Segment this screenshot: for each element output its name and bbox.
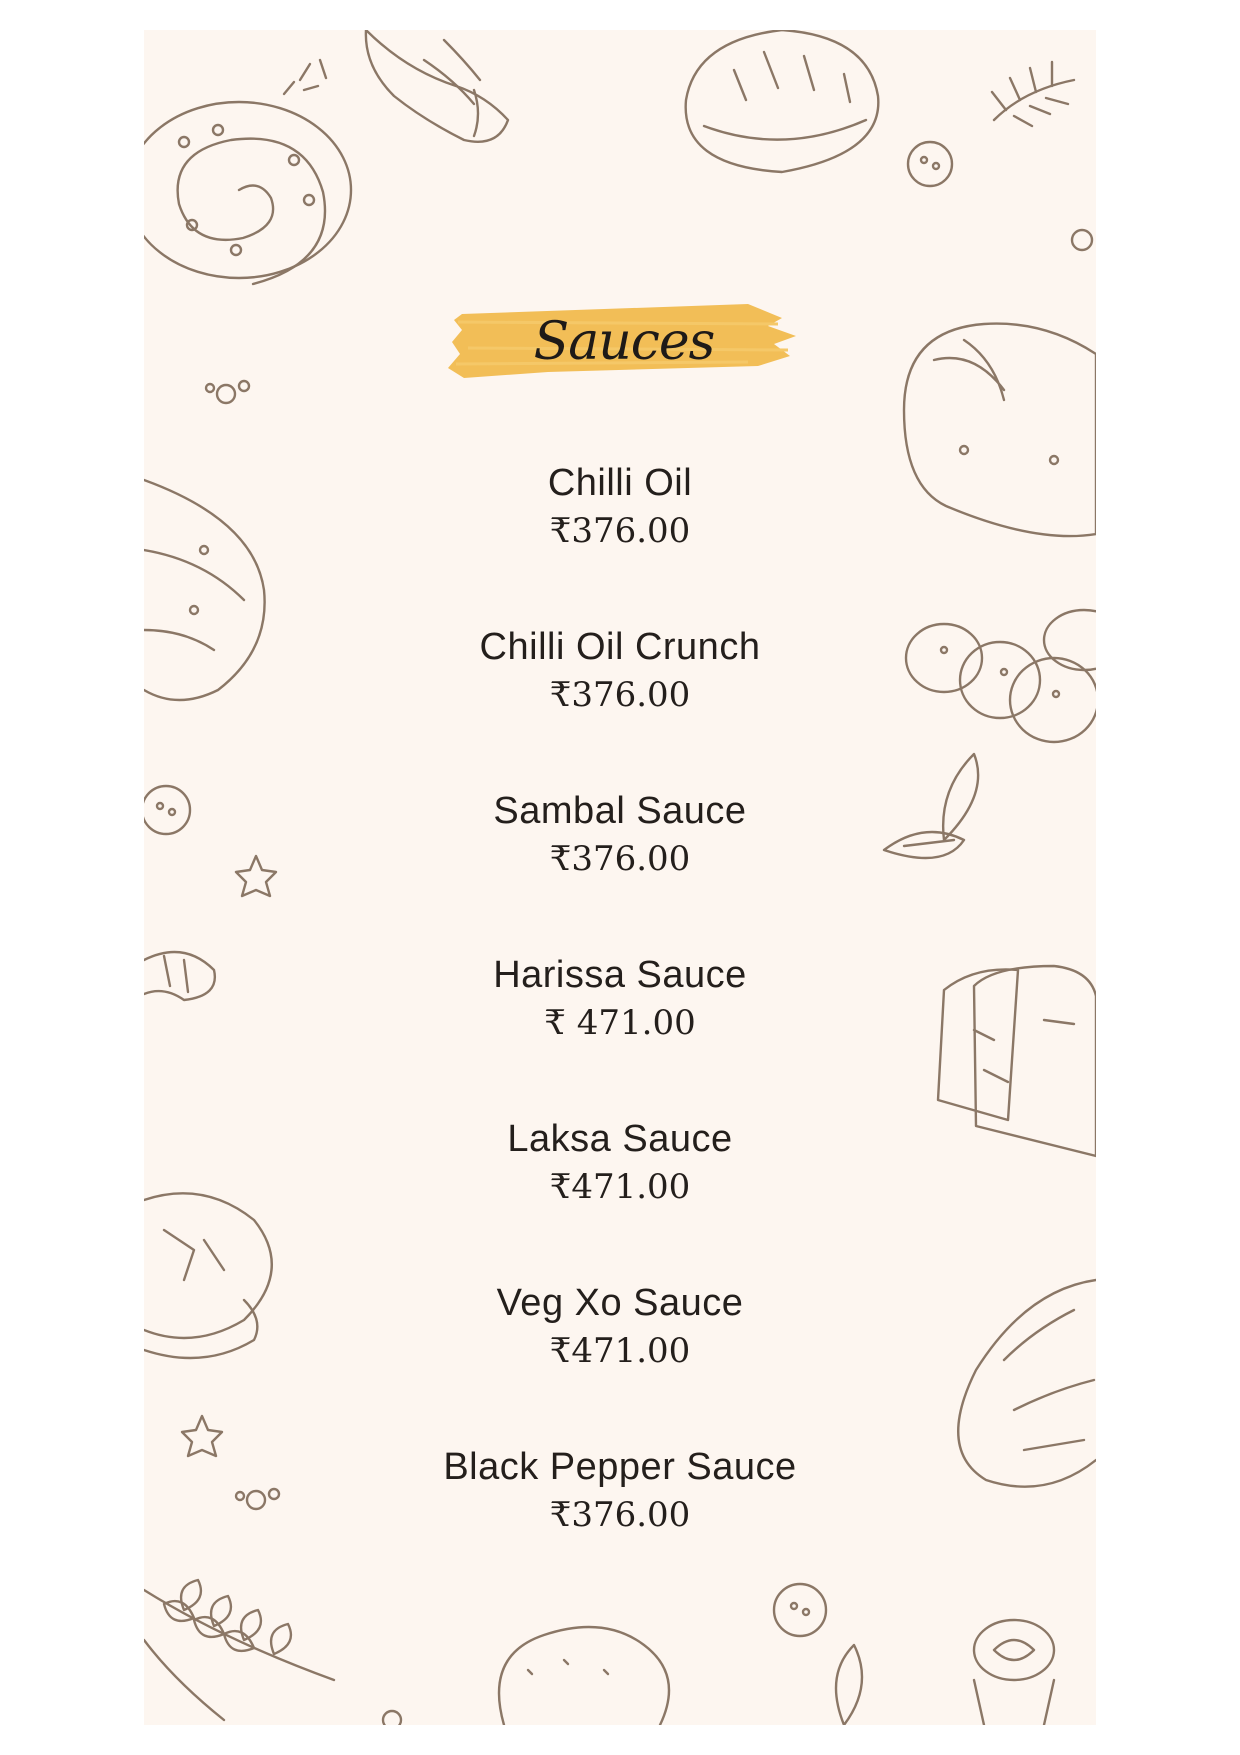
menu-item-price: ₹376.00 (549, 839, 691, 879)
menu-item-price: ₹376.00 (549, 675, 691, 715)
menu-item (144, 786, 1096, 950)
menu-item-name: Black Pepper Sauce (443, 1446, 797, 1488)
cinnamon-roll-icon (144, 102, 351, 284)
menu-item-price: ₹376.00 (549, 511, 691, 551)
menu-item (144, 1114, 1096, 1278)
menu-item-name: Sambal Sauce (493, 790, 747, 832)
menu-item-name: Laksa Sauce (507, 1118, 733, 1160)
menu-item-price: ₹471.00 (549, 1331, 691, 1371)
menu-item-name: Veg Xo Sauce (496, 1282, 744, 1324)
menu-item (144, 1442, 1096, 1606)
menu-section-title: Sauces (533, 312, 715, 372)
section-header (448, 292, 800, 392)
menu-item-name: Chilli Oil Crunch (479, 626, 761, 668)
menu-item (144, 1278, 1096, 1442)
leaf-icon (836, 1645, 862, 1725)
menu-item-price: ₹471.00 (549, 1167, 691, 1207)
menu-item-name: Chilli Oil (547, 462, 693, 504)
menu-card (144, 30, 1096, 1725)
menu-item (144, 622, 1096, 786)
croissant-icon (366, 30, 508, 142)
menu-list (144, 458, 1096, 1606)
menu-item-price: ₹376.00 (549, 1495, 691, 1535)
bread-loaf-icon (686, 30, 879, 172)
menu-item (144, 950, 1096, 1114)
menu-item-price: ₹ 471.00 (544, 1003, 696, 1043)
muffin-icon (974, 1620, 1054, 1725)
menu-item (144, 458, 1096, 622)
menu-item-name: Harissa Sauce (493, 954, 747, 996)
leaf-sprig-icon (992, 62, 1074, 126)
muffin-icon (499, 1627, 669, 1725)
